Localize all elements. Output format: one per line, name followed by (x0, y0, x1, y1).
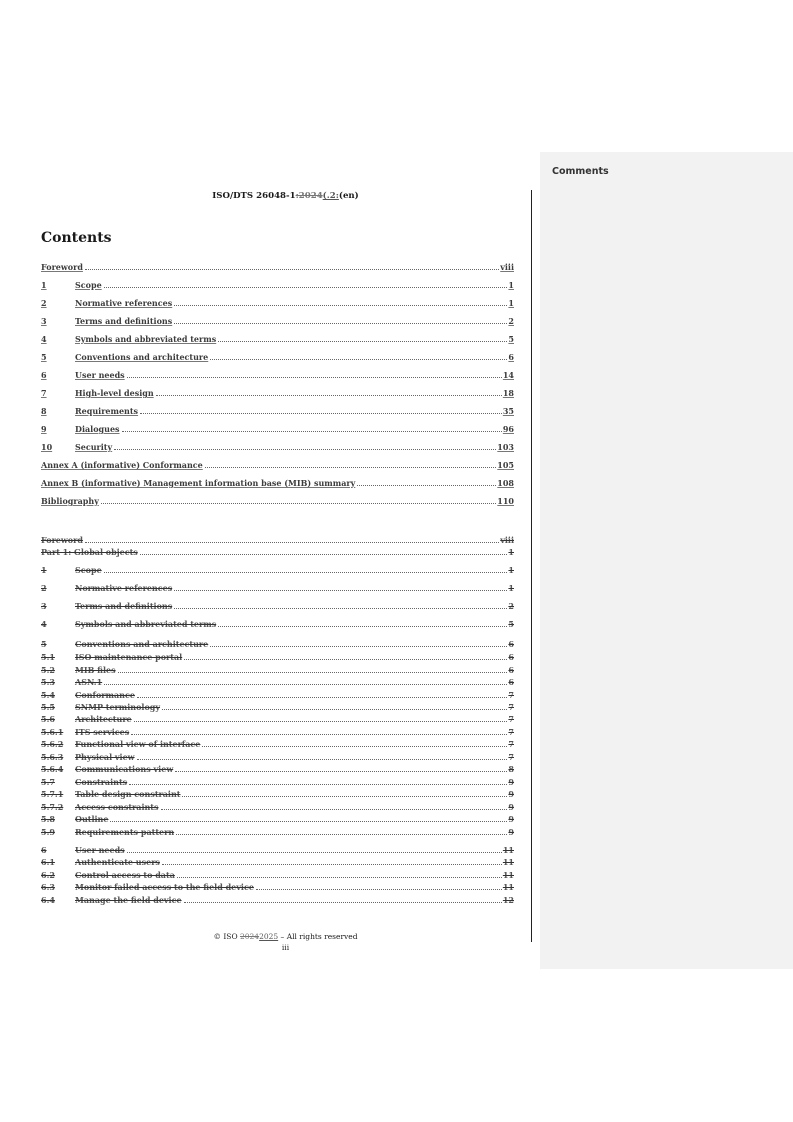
toc-entry-page: 7 (508, 739, 514, 749)
toc-dot-leader (256, 889, 502, 890)
toc-entry[interactable] (41, 333, 514, 345)
toc-entry-title: Terms and definitions (75, 316, 173, 326)
toc-entry-number: 5.9 (41, 827, 55, 837)
toc-entry-title: User needs (75, 845, 125, 855)
toc-entry-number: 7 (41, 388, 47, 398)
copyright-suffix: – All rights reserved (278, 932, 358, 941)
toc-entry-number: 5.8 (41, 814, 55, 824)
toc-entry[interactable] (41, 441, 514, 453)
toc-entry-number: 6.1 (41, 857, 55, 867)
toc-entry-page: 35 (502, 406, 514, 416)
toc-entry-title: Symbols and abbreviated terms (75, 619, 217, 629)
toc-entry[interactable] (41, 701, 514, 713)
toc-entry-number: 6.4 (41, 895, 55, 905)
toc-dot-leader (174, 323, 507, 324)
toc-entry-title: Monitor failed access to the field device (75, 882, 254, 892)
header-deleted-year: :2024 (295, 191, 323, 201)
toc-entry-title: Requirements pattern (75, 827, 175, 837)
toc-entry[interactable] (41, 826, 514, 838)
toc-entry-page: 96 (502, 424, 514, 434)
toc-entry-page: 9 (508, 802, 514, 812)
toc-dot-leader (104, 572, 508, 573)
toc-entry-title: Authenticate users (75, 857, 160, 867)
toc-entry-number: 6.2 (41, 870, 55, 880)
toc-entry-number: 5.3 (41, 677, 55, 687)
toc-entry-page: 105 (497, 460, 514, 470)
toc-entry-title: Functional view of interface (75, 739, 201, 749)
toc-entry-page: 11 (502, 857, 514, 867)
toc-dot-leader (218, 626, 507, 627)
toc-entry[interactable] (41, 618, 514, 630)
toc-dot-leader (161, 809, 508, 810)
toc-entry-title: Access constraints (75, 802, 159, 812)
toc-entry-page: 6 (508, 677, 514, 687)
toc-entry[interactable] (41, 315, 514, 327)
toc-entry[interactable] (41, 676, 514, 688)
toc-entry-number: 1 (41, 565, 47, 575)
toc-entry[interactable] (41, 405, 514, 417)
toc-entry[interactable] (41, 297, 514, 309)
toc-entry-title: Conventions and architecture (75, 639, 209, 649)
toc-entry-title: Normative references (75, 298, 173, 308)
toc-entry-number: 5.7.2 (41, 802, 64, 812)
toc-entry-page: 7 (508, 690, 514, 700)
toc-entry-title: MIB files (75, 665, 116, 675)
toc-entry[interactable] (41, 369, 514, 381)
toc-entry-title: Scope (75, 280, 102, 290)
toc-entry-title: Part 1: Global objects (41, 547, 138, 557)
toc-dot-leader (114, 449, 496, 450)
toc-dot-leader (218, 341, 507, 342)
toc-dot-leader (184, 659, 507, 660)
toc-entry-title: Bibliography (41, 496, 99, 506)
toc-entry-title: Normative references (75, 583, 173, 593)
toc-entry-title: Physical view (75, 752, 135, 762)
toc-entry-page: 1 (508, 565, 514, 575)
toc-entry-title: Requirements (75, 406, 139, 416)
toc-entry-page: 2 (508, 316, 514, 326)
toc-entry-title: Architecture (75, 714, 132, 724)
header-doc-id: ISO/DTS 26048-1 (212, 191, 296, 201)
toc-entry-page: 1 (508, 583, 514, 593)
toc-entry[interactable] (41, 495, 514, 507)
toc-entry[interactable] (41, 713, 514, 725)
toc-entry[interactable] (41, 844, 514, 856)
comments-pane-title: Comments (552, 166, 609, 177)
toc-dot-leader (129, 784, 507, 785)
toc-entry-page: 103 (497, 442, 514, 452)
toc-entry-page: 11 (502, 882, 514, 892)
toc-entry-number: 10 (41, 442, 53, 452)
toc-entry[interactable] (41, 881, 514, 893)
toc-dot-leader (137, 697, 507, 698)
contents-heading: Contents (41, 230, 112, 246)
toc-dot-leader (140, 413, 502, 414)
toc-entry[interactable] (41, 582, 514, 594)
toc-entry-number: 5.7 (41, 777, 55, 787)
toc-dot-leader (85, 269, 499, 270)
page-footer (40, 932, 531, 953)
toc-entry[interactable] (41, 894, 514, 906)
toc-entry-title: Security (75, 442, 113, 452)
toc-dot-leader (131, 734, 507, 735)
toc-entry[interactable] (41, 651, 514, 663)
toc-entry-number: 5.6.1 (41, 727, 64, 737)
toc-entry-page: 1 (508, 547, 514, 557)
toc-entry-page: 5 (508, 334, 514, 344)
toc-entry-number: 4 (41, 619, 47, 629)
toc-entry-number: 2 (41, 583, 47, 593)
toc-dot-leader (162, 864, 502, 865)
toc-entry[interactable] (41, 387, 514, 399)
toc-entry-page: 9 (508, 827, 514, 837)
toc-entry[interactable] (41, 261, 514, 273)
toc-entry[interactable] (41, 801, 514, 813)
toc-entry-number: 4 (41, 334, 47, 344)
toc-dot-leader (210, 359, 507, 360)
header-language: (en) (338, 191, 359, 201)
toc-dot-leader (175, 771, 507, 772)
toc-entry-number: 2 (41, 298, 47, 308)
toc-entry[interactable] (41, 788, 514, 800)
toc-entry[interactable] (41, 726, 514, 738)
toc-dot-leader (184, 902, 502, 903)
toc-entry-title: Dialogues (75, 424, 120, 434)
toc-entry-number: 6 (41, 370, 47, 380)
toc-entry-page: 2 (508, 601, 514, 611)
toc-dot-leader (85, 542, 499, 543)
toc-entry-page: 1 (508, 280, 514, 290)
toc-entry[interactable] (41, 664, 514, 676)
toc-entry[interactable] (41, 638, 514, 650)
toc-entry-title: ITS services (75, 727, 130, 737)
toc-entry-title: ASN.1 (75, 677, 103, 687)
toc-entry-title: High-level design (75, 388, 154, 398)
toc-dot-leader (104, 684, 507, 685)
comments-pane (540, 152, 793, 969)
toc-entry-title: Conventions and architecture (75, 352, 209, 362)
toc-dot-leader (174, 608, 507, 609)
toc-dot-leader (127, 377, 502, 378)
toc-dot-leader (101, 503, 496, 504)
toc-entry[interactable] (41, 600, 514, 612)
toc-entry-title: Symbols and abbreviated terms (75, 334, 217, 344)
toc-entry-page: 6 (508, 639, 514, 649)
copyright-prefix: © ISO (213, 932, 240, 941)
toc-dot-leader (174, 305, 507, 306)
toc-entry-title: User needs (75, 370, 125, 380)
toc-entry-title: Outline (75, 814, 109, 824)
toc-dot-leader (202, 746, 507, 747)
toc-entry-page: 7 (508, 714, 514, 724)
toc-entry-page: 6 (508, 665, 514, 675)
toc-entry-page: 7 (508, 702, 514, 712)
toc-dot-leader (174, 590, 507, 591)
toc-entry[interactable] (41, 689, 514, 701)
toc-entry-page: viii (500, 535, 514, 545)
toc-entry-number: 6.3 (41, 882, 55, 892)
toc-entry-number: 3 (41, 316, 47, 326)
toc-dot-leader (104, 287, 508, 288)
toc-entry-title: SNMP terminology (75, 702, 161, 712)
toc-entry-number: 3 (41, 601, 47, 611)
toc-entry-title: Communications view (75, 764, 174, 774)
toc-entry-number: 8 (41, 406, 47, 416)
toc-dot-leader (156, 395, 502, 396)
toc-entry-page: 6 (508, 352, 514, 362)
toc-entry-page: 8 (508, 764, 514, 774)
toc-dot-leader (205, 467, 497, 468)
toc-entry-number: 9 (41, 424, 47, 434)
toc-entry-page: 9 (508, 789, 514, 799)
toc-entry-number: 5.4 (41, 690, 55, 700)
toc-entry[interactable] (41, 856, 514, 868)
toc-entry-title: Annex B (informative) Management information base (MIB) summary (41, 478, 356, 488)
copyright-year-deleted: 2024 (239, 932, 260, 941)
toc-entry[interactable] (41, 423, 514, 435)
toc-dot-leader (162, 709, 507, 710)
page-margin-line (531, 190, 532, 942)
toc-entry-page: 7 (508, 727, 514, 737)
toc-entry-number: 5.2 (41, 665, 55, 675)
toc-entry-page: 18 (502, 388, 514, 398)
toc-dot-leader (357, 485, 496, 486)
toc-entry-number: 6 (41, 845, 47, 855)
toc-dot-leader (137, 759, 508, 760)
toc-entry-title: Foreword (41, 535, 83, 545)
toc-entry-page: 11 (502, 845, 514, 855)
toc-entry-title: Conformance (75, 690, 135, 700)
toc-entry-number: 5.6.3 (41, 752, 64, 762)
copyright-year-inserted: 2025 (259, 932, 279, 941)
toc-dot-leader (118, 672, 508, 673)
toc-dot-leader (140, 554, 508, 555)
toc-entry[interactable] (41, 546, 514, 558)
toc-entry-number: 5.7.1 (41, 789, 64, 799)
toc-entry[interactable] (41, 534, 514, 546)
toc-entry[interactable] (41, 813, 514, 825)
toc-entry-page: 9 (508, 777, 514, 787)
toc-entry-number: 5.5 (41, 702, 55, 712)
toc-entry-title: Constraints (75, 777, 128, 787)
toc-entry-page: 6 (508, 652, 514, 662)
toc-entry-page: viii (500, 262, 514, 272)
toc-entry-page: 5 (508, 619, 514, 629)
toc-dot-leader (110, 821, 507, 822)
toc-entry-number: 1 (41, 280, 47, 290)
toc-entry-title: Control access to data (75, 870, 175, 880)
toc-dot-leader (182, 796, 507, 797)
toc-entry-number: 5.1 (41, 652, 55, 662)
document-header (40, 191, 531, 201)
toc-entry[interactable] (41, 279, 514, 291)
toc-entry[interactable] (41, 351, 514, 363)
toc-entry[interactable] (41, 477, 514, 489)
toc-entry-page: 110 (497, 496, 514, 506)
toc-entry-title: Foreword (41, 262, 83, 272)
toc-entry-page: 1 (508, 298, 514, 308)
toc-entry-number: 5 (41, 352, 47, 362)
toc-dot-leader (134, 721, 508, 722)
toc-entry[interactable] (41, 459, 514, 471)
toc-entry-page: 11 (502, 870, 514, 880)
toc-entry[interactable] (41, 564, 514, 576)
page-number: iii (281, 943, 290, 952)
toc-entry-page: 7 (508, 752, 514, 762)
toc-dot-leader (122, 431, 502, 432)
toc-entry-number: 5.6.2 (41, 739, 64, 749)
toc-entry[interactable] (41, 763, 514, 775)
toc-entry-number: 5.6 (41, 714, 55, 724)
toc-entry-title: Annex A (informative) Conformance (41, 460, 203, 470)
header-inserted-text: (.2: (322, 191, 339, 201)
toc-entry-page: 14 (502, 370, 514, 380)
toc-entry-title: Manage the field device (75, 895, 182, 905)
toc-entry-title: Scope (75, 565, 102, 575)
toc-entry-page: 9 (508, 814, 514, 824)
toc-entry-page: 108 (497, 478, 514, 488)
toc-dot-leader (127, 852, 502, 853)
toc-entry[interactable] (41, 869, 514, 881)
toc-dot-leader (210, 646, 507, 647)
toc-entry[interactable] (41, 738, 514, 750)
toc-entry-title: ISO maintenance portal (75, 652, 183, 662)
footer-copyright (40, 932, 531, 942)
toc-entry-page: 12 (502, 895, 514, 905)
toc-entry-number: 5.6.4 (41, 764, 64, 774)
toc-dot-leader (176, 834, 507, 835)
toc-dot-leader (177, 877, 502, 878)
toc-entry[interactable] (41, 776, 514, 788)
toc-entry[interactable] (41, 751, 514, 763)
toc-entry-title: Terms and definitions (75, 601, 173, 611)
toc-entry-number: 5 (41, 639, 47, 649)
toc-entry-title: Table design constraint (75, 789, 181, 799)
